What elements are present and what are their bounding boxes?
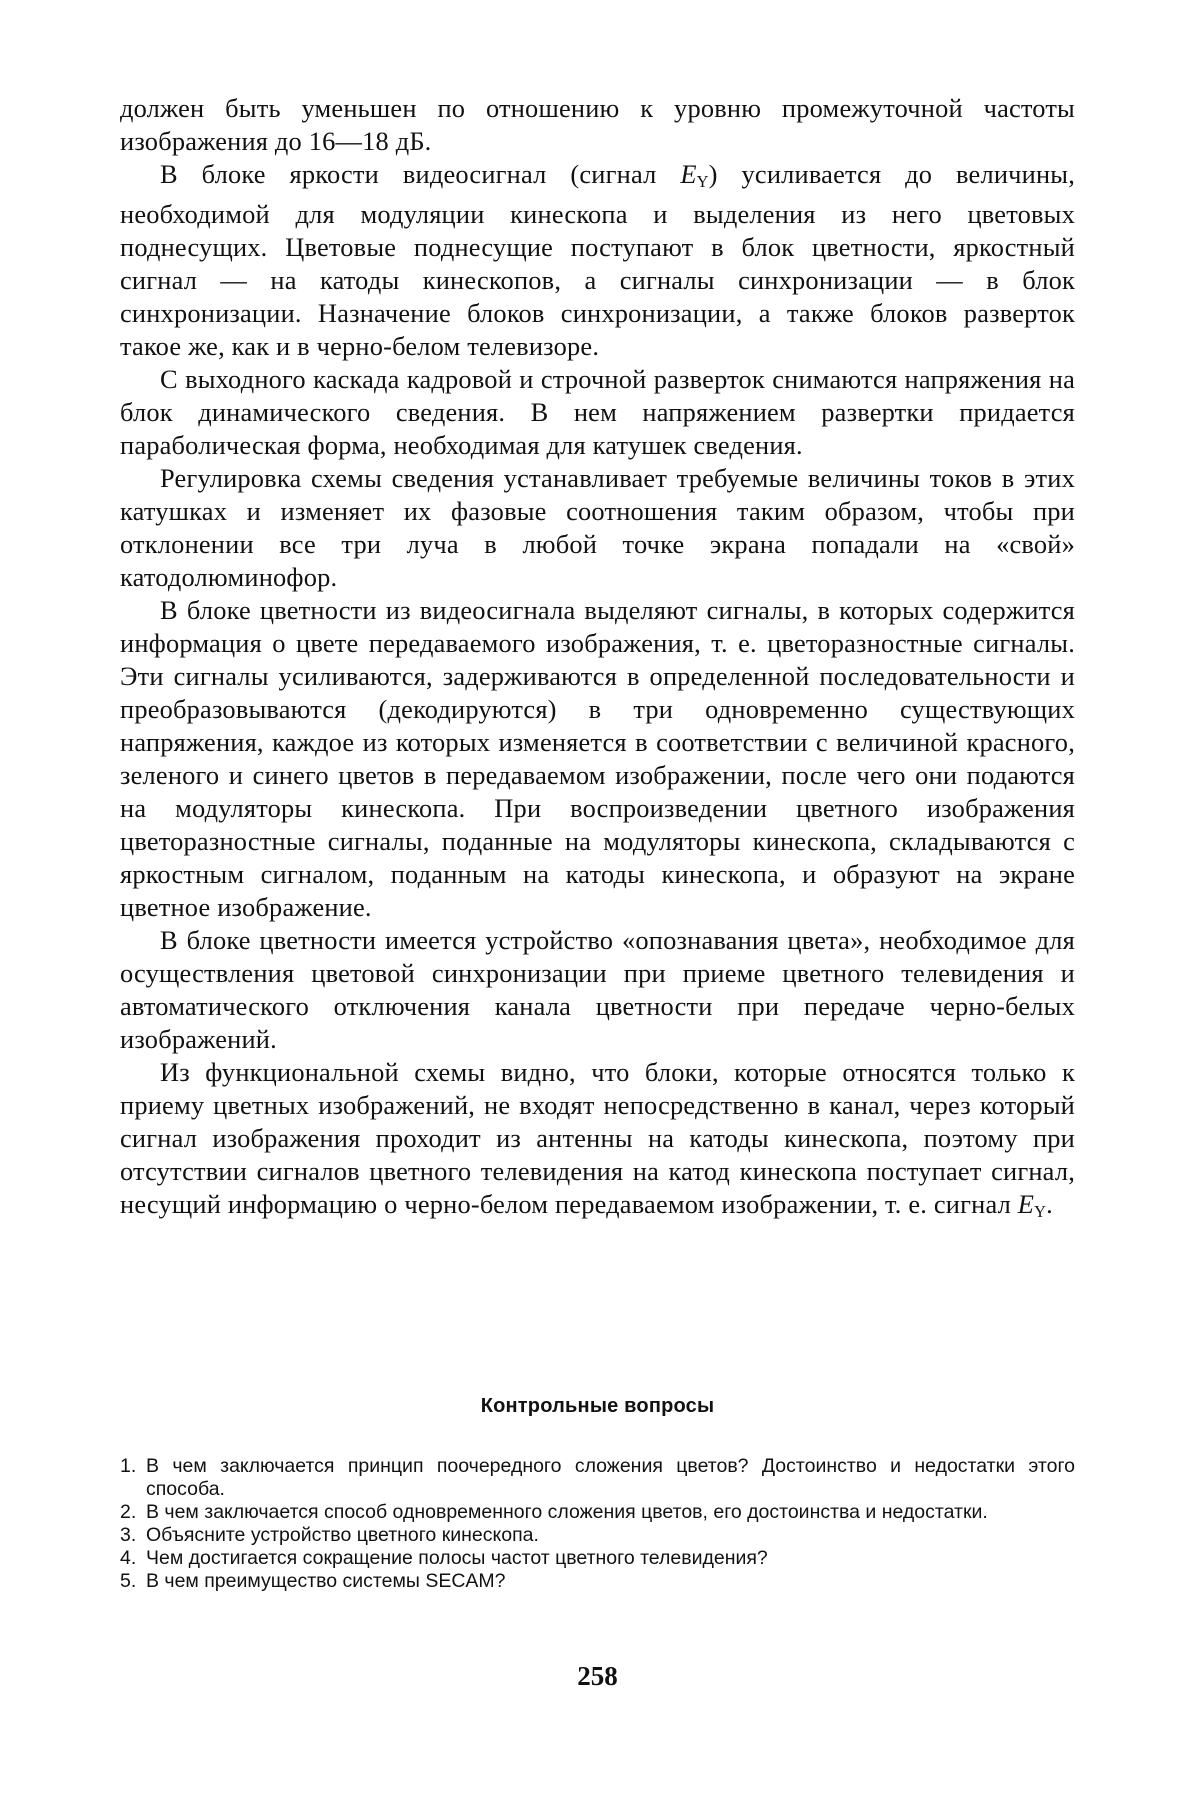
paragraph-text: В блоке цветности из видеосигнала выделяют сигналы, в которых содержится информация о цвете передаваемого изображения, т. е. цветоразностные сигналы. Эти сигналы усиливаются, задерживаются в определенной последовательности и преобразовываются (декодируются) в три одновременно существующих напряжения, каждое из которых изменяется в соответствии с величиной красного, зеленого и синего цветов в передаваемом изображении, после чего они подаются на модуляторы кинескопа. При воспроизведении цветного изображения цветоразностные сигналы, поданные на модуляторы кинескопа, складываются с яркостным сигналом, поданным на катоды кинескопа, и образуют на экране цветное изображение.	[120, 595, 1075, 923]
paragraph-text: В блоке яркости видеосигнал (сигнал	[160, 159, 681, 189]
paragraph-text: ) усиливается до величины, необходимой для модуляции кинескопа и выделения из него цветовых поднесущих. Цветовые поднесущие поступают в блок цветности, яркостный сигнал — на катоды кинескопов, а сигналы синхронизации — в блок синхронизации. Назначение блоков синхронизации, а также блоков разверток такое же, как и в черно-белом телевизоре.	[120, 159, 1075, 362]
paragraph-text: должен быть уменьшен по отношению к уровню промежуточной частоты изображения до 16—18 дБ.	[120, 93, 1075, 156]
question-number: 4.	[120, 1547, 137, 1569]
paragraph-text: .	[1046, 1189, 1053, 1220]
question-text: Чем достигается сокращение полосы частот цветного телевидения?	[146, 1547, 768, 1569]
paragraph-text: В блоке цветности имеется устройство «опознавания цвета», необходимое для осуществления цветовой синхронизации при приеме цветного телевидения и автоматического отключения канала цветности при передаче черно-белых изображений.	[120, 925, 1075, 1055]
question-item	[120, 1455, 1075, 1501]
question-text: В чем заключается способ одновременного сложения цветов, его достоинства и недостатки.	[146, 1501, 988, 1523]
question-number: 2.	[120, 1501, 137, 1523]
question-item	[120, 1547, 1075, 1570]
paragraph	[120, 924, 1075, 1056]
question-item	[120, 1570, 1075, 1593]
question-item	[120, 1524, 1075, 1547]
paragraph	[120, 158, 1075, 363]
question-item	[120, 1501, 1075, 1524]
paragraph-text: Из функциональной схемы видно, что блоки, которые относятся только к приему цветных изображений, не входят непосредственно в канал, через который сигнал изображения проходит из антенны на катоды кинескопа, поэтому при отсутствии сигналов цветного телевидения на катод кинескопа поступает сигнал, несущий информацию о черно-белом передаваемом изображении, т. е. сигнал	[120, 1057, 1075, 1220]
paragraph	[120, 92, 1075, 158]
signal-symbol: Y	[1034, 1202, 1047, 1222]
paragraph	[120, 594, 1075, 924]
paragraph-text: С выходного каскада кадровой и строчной разверток снимаются напряжения на блок динамического сведения. В нем напряжением развертки придается параболическая форма, необходимая для катушек сведения.	[120, 364, 1075, 461]
paragraph	[120, 1056, 1075, 1228]
signal-symbol: E	[1017, 1189, 1035, 1220]
body-text	[120, 92, 1075, 1228]
signal-symbol: Y	[696, 172, 709, 192]
paragraph	[120, 363, 1075, 462]
review-questions-list	[120, 1455, 1075, 1593]
section-heading: Контрольные вопросы	[480, 1395, 715, 1417]
paragraph-text: Регулировка схемы сведения устанавливает требуемые величины токов в этих катушках и изменяет их фазовые соотношения таким образом, чтобы при отклонении все три луча в любой точке экрана попадали на «свой» катодолюминофор.	[120, 463, 1075, 593]
question-text: В чем заключается принцип поочередного сложения цветов? Достоинство и недостатки этого способа.	[146, 1455, 1075, 1500]
question-number: 5.	[120, 1570, 137, 1592]
question-text: Объясните устройство цветного кинескопа.	[146, 1524, 539, 1546]
question-number: 1.	[120, 1455, 137, 1477]
page-number: 258	[577, 1661, 618, 1691]
paragraph	[120, 462, 1075, 594]
question-number: 3.	[120, 1524, 137, 1546]
question-text: В чем преимущество системы SECAM?	[146, 1570, 506, 1592]
signal-symbol: E	[680, 159, 697, 189]
